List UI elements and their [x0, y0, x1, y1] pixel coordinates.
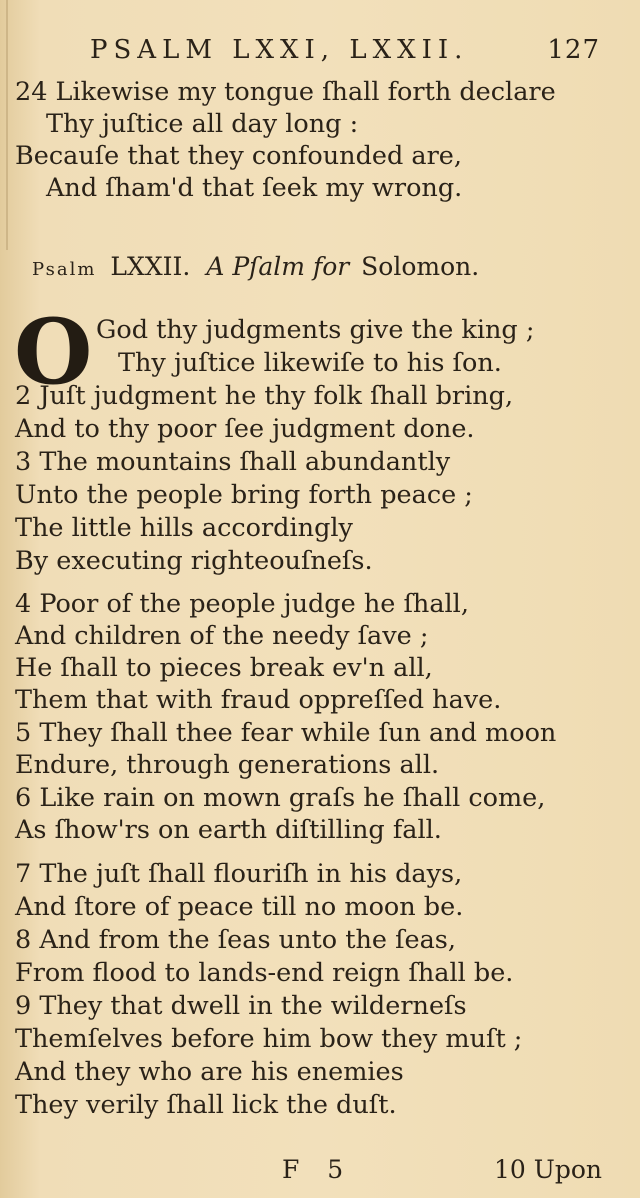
running-header [90, 35, 600, 69]
verse-line: And children of the needy ſave ; [15, 621, 429, 651]
verse-line: Thy juſtice all day long : [46, 109, 359, 139]
verse-line: They verily ſhall lick the duſt. [15, 1090, 397, 1120]
verse-line: He ſhall to pieces break ev'n all, [15, 653, 433, 683]
verse-line: 2 Juſt judgment he thy folk ſhall bring, [15, 381, 514, 411]
verse-line: Themſelves before him bow they muſt ; [15, 1024, 523, 1054]
verse-line: 5 They ſhall thee fear while ſun and moon [15, 718, 557, 748]
running-title: PSALM LXXI, LXXII. [90, 35, 469, 65]
verse-line: Them that with fraud oppreſſed have. [15, 685, 502, 715]
verse-line: 8 And from the ſeas unto the ſeas, [15, 925, 456, 955]
psalm-number: LXXII. [110, 252, 191, 281]
verse-line: Becauſe that they confounded are, [15, 141, 462, 171]
page-number: 127 [547, 35, 600, 65]
verse-line: And to thy poor ſee judgment done. [15, 414, 475, 444]
verse-line: And ſtore of peace till no moon be. [15, 892, 464, 922]
psalm-subtitle: A Pſalm for [206, 252, 350, 281]
page-gutter-shadow [6, 0, 8, 250]
verse-line: As ſhow'rs on earth diſtilling fall. [15, 815, 442, 845]
verse-line: The little hills accordingly [15, 513, 353, 543]
verse-line: And they who are his enemies [15, 1057, 404, 1087]
verse-line: From flood to lands-end reign ſhall be. [15, 958, 514, 988]
psalm-subtitle-name: Solomon. [361, 252, 480, 281]
signature-mark: F 5 [282, 1155, 354, 1184]
psalm-heading [32, 252, 479, 281]
drop-cap: O [14, 299, 93, 405]
verse-line: 24 Likewise my tongue ſhall forth declare [15, 77, 556, 107]
verse-line: 6 Like rain on mown graſs he ſhall come, [15, 783, 546, 813]
verse-line: Endure, through generations all. [15, 750, 440, 780]
verse-line: 9 They that dwell in the wilderneſs [15, 991, 467, 1021]
catchword: 10 Upon [494, 1155, 602, 1184]
verse-line: God thy judgments give the king ; [96, 315, 535, 345]
verse-line: 7 The juſt ſhall flouriſh in his days, [15, 859, 463, 889]
verse-line: And ſham'd that ſeek my wrong. [46, 173, 463, 203]
verse-line: 4 Poor of the people judge he ſhall, [15, 589, 469, 619]
verse-line: 3 The mountains ſhall abundantly [15, 447, 451, 477]
verse-line: By executing righteouſneſs. [15, 546, 373, 576]
psalm-word: Psalm [32, 259, 97, 280]
verse-line: Thy juſtice likewiſe to his ſon. [118, 348, 502, 378]
verse-line: Unto the people bring forth peace ; [15, 480, 473, 510]
